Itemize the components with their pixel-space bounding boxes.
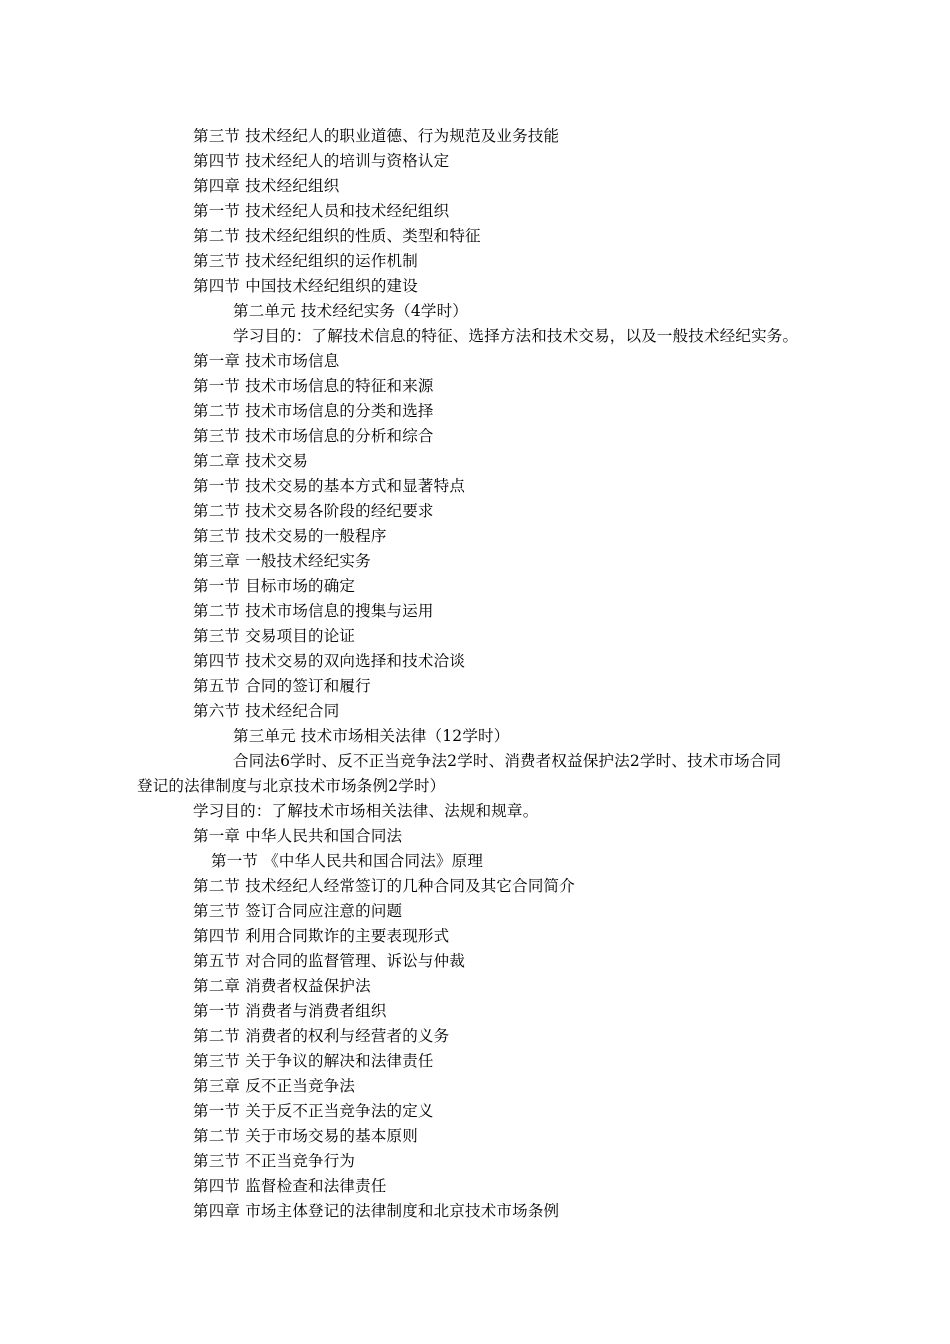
learning-goal: 学习目的：了解技术信息的特征、选择方法和技术交易，以及一般技术经纪实务。 bbox=[233, 327, 799, 345]
text-line: 第一节 《中华人民共和国合同法》原理 bbox=[211, 852, 484, 870]
text-line: 第五节 合同的签订和履行 bbox=[193, 677, 371, 695]
text-line: 第二节 技术市场信息的搜集与运用 bbox=[193, 602, 434, 620]
text-line: 第三节 技术市场信息的分析和综合 bbox=[193, 427, 434, 445]
unit-heading: 第二单元 技术经纪实务（4学时） bbox=[233, 302, 468, 320]
text-line: 第一章 中华人民共和国合同法 bbox=[193, 827, 403, 845]
text-line: 第二节 技术市场信息的分类和选择 bbox=[193, 402, 434, 420]
text-line: 第一节 技术交易的基本方式和显著特点 bbox=[193, 477, 466, 495]
text-line: 第三节 技术经纪人的职业道德、行为规范及业务技能 bbox=[193, 127, 560, 145]
text-line: 第一节 关于反不正当竞争法的定义 bbox=[193, 1102, 434, 1120]
text-line: 第三节 技术经纪组织的运作机制 bbox=[193, 252, 418, 270]
text-line: 第四章 技术经纪组织 bbox=[193, 177, 340, 195]
text-line: 第四节 中国技术经纪组织的建设 bbox=[193, 277, 418, 295]
text-line: 第一章 技术市场信息 bbox=[193, 352, 340, 370]
text-line: 第四节 监督检查和法律责任 bbox=[193, 1177, 387, 1195]
text-line: 第一节 技术市场信息的特征和来源 bbox=[193, 377, 434, 395]
text-line: 登记的法律制度与北京技术市场条例2学时） bbox=[137, 777, 446, 795]
text-line: 第三节 不正当竞争行为 bbox=[193, 1152, 356, 1170]
text-line: 合同法6学时、反不正当竞争法2学时、消费者权益保护法2学时、技术市场合同 bbox=[233, 752, 782, 770]
text-line: 第二章 消费者权益保护法 bbox=[193, 977, 371, 995]
text-line: 第二章 技术交易 bbox=[193, 452, 309, 470]
text-line: 第二节 技术交易各阶段的经纪要求 bbox=[193, 502, 434, 520]
text-line: 第六节 技术经纪合同 bbox=[193, 702, 340, 720]
text-line: 第一节 消费者与消费者组织 bbox=[193, 1002, 387, 1020]
text-line: 第一节 技术经纪人员和技术经纪组织 bbox=[193, 202, 450, 220]
text-line: 第三节 关于争议的解决和法律责任 bbox=[193, 1052, 434, 1070]
text-line: 第二节 技术经纪组织的性质、类型和特征 bbox=[193, 227, 481, 245]
text-line: 第三节 技术交易的一般程序 bbox=[193, 527, 387, 545]
text-line: 第三节 签订合同应注意的问题 bbox=[193, 902, 403, 920]
text-line: 第四节 技术经纪人的培训与资格认定 bbox=[193, 152, 450, 170]
text-line: 第一节 目标市场的确定 bbox=[193, 577, 356, 595]
text-line: 第四节 利用合同欺诈的主要表现形式 bbox=[193, 927, 450, 945]
unit-heading: 第三单元 技术市场相关法律（12学时） bbox=[233, 727, 510, 745]
text-line: 第四节 技术交易的双向选择和技术洽谈 bbox=[193, 652, 466, 670]
text-line: 第四章 市场主体登记的法律制度和北京技术市场条例 bbox=[193, 1202, 560, 1220]
text-line: 第二节 关于市场交易的基本原则 bbox=[193, 1127, 418, 1145]
text-line: 第二节 技术经纪人经常签订的几种合同及其它合同简介 bbox=[193, 877, 575, 895]
text-line: 第五节 对合同的监督管理、诉讼与仲裁 bbox=[193, 952, 466, 970]
learning-goal: 学习目的：了解技术市场相关法律、法规和规章。 bbox=[193, 802, 539, 820]
text-line: 第三章 反不正当竞争法 bbox=[193, 1077, 356, 1095]
text-line: 第二节 消费者的权利与经营者的义务 bbox=[193, 1027, 450, 1045]
text-line: 第三节 交易项目的论证 bbox=[193, 627, 356, 645]
text-line: 第三章 一般技术经纪实务 bbox=[193, 552, 371, 570]
